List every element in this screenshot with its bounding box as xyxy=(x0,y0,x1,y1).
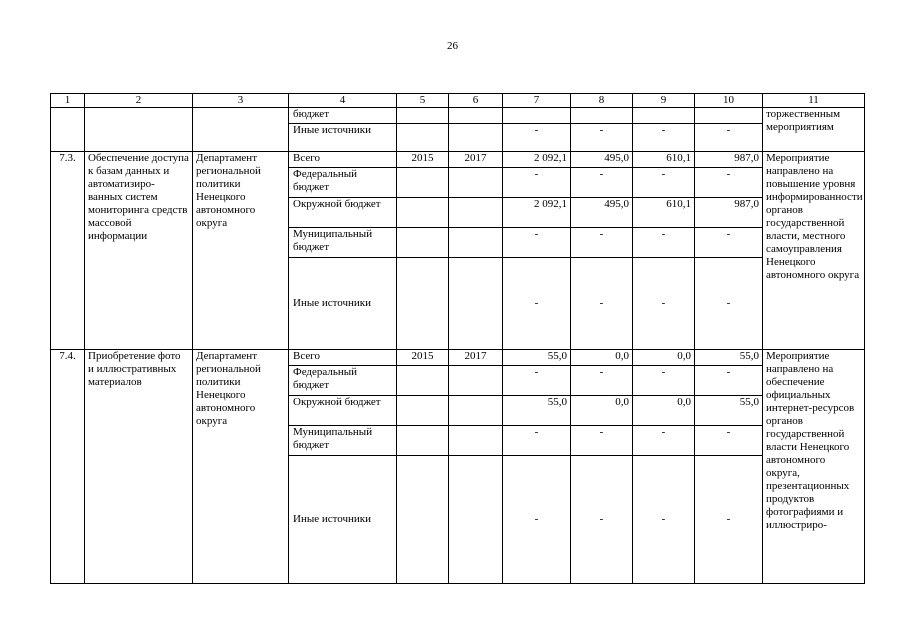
table-row xyxy=(51,108,865,124)
year-2015-cell: 0,0 xyxy=(571,350,633,366)
number-cell xyxy=(51,108,85,152)
year-2016-cell xyxy=(633,108,695,124)
year-2016-cell: 0,0 xyxy=(633,350,695,366)
end-year-cell xyxy=(449,396,503,426)
column-header: 7 xyxy=(503,94,571,108)
year-2015-cell xyxy=(571,108,633,124)
total-cell: - xyxy=(503,228,571,258)
year-2016-cell: 0,0 xyxy=(633,396,695,426)
activity-name-cell: Приобретение фото и иллюстративных материалов xyxy=(85,350,193,584)
note-text: мероприятиям xyxy=(766,121,834,133)
end-year-cell: 2017 xyxy=(449,152,503,168)
year-2016-cell: - xyxy=(633,124,695,152)
total-cell: - xyxy=(503,426,571,456)
year-2017-cell xyxy=(695,108,763,124)
activity-name-cell: Обеспечение доступа к базам данных и автоматизиро-ванных систем мониторинга средств массовой информации xyxy=(85,152,193,350)
end-year-cell xyxy=(449,228,503,258)
year-2016-cell: 610,1 xyxy=(633,152,695,168)
year-2016-cell: - xyxy=(633,168,695,198)
item-number-cell: 7.4. xyxy=(51,350,85,584)
column-header: 4 xyxy=(289,94,397,108)
year-2015-cell: - xyxy=(571,366,633,396)
funding-source-cell: Иные источники xyxy=(289,456,397,584)
total-cell: - xyxy=(503,258,571,350)
end-year-cell xyxy=(449,426,503,456)
year-2017-cell: - xyxy=(695,168,763,198)
year-2015-cell: - xyxy=(571,258,633,350)
item-number-cell: 7.3. xyxy=(51,152,85,350)
start-year-cell xyxy=(397,228,449,258)
year-2017-cell: - xyxy=(695,366,763,396)
funding-source-cell: Всего xyxy=(289,350,397,366)
funding-source-cell: Окружной бюджет xyxy=(289,198,397,228)
end-year-cell xyxy=(449,198,503,228)
end-year-cell xyxy=(449,456,503,584)
start-year-cell xyxy=(397,168,449,198)
year-2015-cell: 0,0 xyxy=(571,396,633,426)
executor-cell xyxy=(193,108,289,152)
year-2016-cell: - xyxy=(633,228,695,258)
column-header: 6 xyxy=(449,94,503,108)
year-2017-cell: 987,0 xyxy=(695,198,763,228)
column-header: 5 xyxy=(397,94,449,108)
table-row xyxy=(51,152,865,168)
start-year-cell: 2015 xyxy=(397,350,449,366)
total-cell: - xyxy=(503,124,571,152)
year-2017-cell: - xyxy=(695,426,763,456)
total-cell: 2 092,1 xyxy=(503,198,571,228)
end-year-cell xyxy=(449,124,503,152)
note-cell xyxy=(763,108,865,152)
column-header: 10 xyxy=(695,94,763,108)
total-cell: 55,0 xyxy=(503,350,571,366)
year-2016-cell: 610,1 xyxy=(633,198,695,228)
start-year-cell xyxy=(397,366,449,396)
year-2017-cell: 55,0 xyxy=(695,396,763,426)
total-cell xyxy=(503,108,571,124)
year-2016-cell: - xyxy=(633,456,695,584)
funding-source-cell: бюджет xyxy=(289,108,397,124)
funding-source-cell: Всего xyxy=(289,152,397,168)
column-header: 9 xyxy=(633,94,695,108)
funding-source-cell: Муниципальный бюджет xyxy=(289,426,397,456)
column-header: 11 xyxy=(763,94,865,108)
start-year-cell xyxy=(397,198,449,228)
end-year-cell xyxy=(449,258,503,350)
year-2015-cell: - xyxy=(571,228,633,258)
year-2017-cell: 55,0 xyxy=(695,350,763,366)
year-2017-cell: - xyxy=(695,124,763,152)
funding-source-cell: Иные источники xyxy=(289,124,397,152)
total-cell: - xyxy=(503,456,571,584)
year-2015-cell: - xyxy=(571,124,633,152)
funding-source-cell: Федеральный бюджет xyxy=(289,366,397,396)
budget-table xyxy=(50,93,865,584)
year-2016-cell: - xyxy=(633,366,695,396)
total-cell: 2 092,1 xyxy=(503,152,571,168)
activity-name-cell xyxy=(85,108,193,152)
year-2016-cell: - xyxy=(633,258,695,350)
note-text: торжественным xyxy=(766,108,841,120)
year-2015-cell: - xyxy=(571,168,633,198)
column-header: 1 xyxy=(51,94,85,108)
funding-source-cell: Муниципальный бюджет xyxy=(289,228,397,258)
year-2015-cell: - xyxy=(571,426,633,456)
total-cell: 55,0 xyxy=(503,396,571,426)
total-cell: - xyxy=(503,366,571,396)
year-2015-cell: - xyxy=(571,456,633,584)
year-2015-cell: 495,0 xyxy=(571,152,633,168)
start-year-cell: 2015 xyxy=(397,152,449,168)
start-year-cell xyxy=(397,426,449,456)
year-2017-cell: - xyxy=(695,228,763,258)
year-2017-cell: - xyxy=(695,258,763,350)
column-header: 3 xyxy=(193,94,289,108)
year-2015-cell: 495,0 xyxy=(571,198,633,228)
year-2017-cell: - xyxy=(695,456,763,584)
column-header: 2 xyxy=(85,94,193,108)
header-row xyxy=(51,94,865,108)
year-2017-cell: 987,0 xyxy=(695,152,763,168)
executor-cell: Департамент региональной политики Ненецкого автономного округа xyxy=(193,152,289,350)
end-year-cell xyxy=(449,366,503,396)
start-year-cell xyxy=(397,456,449,584)
funding-source-cell: Иные источники xyxy=(289,258,397,350)
end-year-cell xyxy=(449,108,503,124)
end-year-cell xyxy=(449,168,503,198)
page-number: 26 xyxy=(447,40,458,52)
start-year-cell xyxy=(397,396,449,426)
note-cell: Мероприятие направлено на обеспечение официальных интернет-ресурсов органов государственной власти Ненецкого автономного округа, презентационных продуктов фотографиями и иллюстриро- xyxy=(763,350,865,584)
year-2016-cell: - xyxy=(633,426,695,456)
start-year-cell xyxy=(397,108,449,124)
column-header: 8 xyxy=(571,94,633,108)
start-year-cell xyxy=(397,258,449,350)
funding-source-cell: Федеральный бюджет xyxy=(289,168,397,198)
end-year-cell: 2017 xyxy=(449,350,503,366)
total-cell: - xyxy=(503,168,571,198)
note-cell: Мероприятие направлено на повышение уровня информированности органов государственной власти, местного самоуправления Ненецкого автономного округа xyxy=(763,152,865,350)
executor-cell: Департамент региональной политики Ненецкого автономного округа xyxy=(193,350,289,584)
funding-source-cell: Окружной бюджет xyxy=(289,396,397,426)
start-year-cell xyxy=(397,124,449,152)
table-row xyxy=(51,350,865,366)
